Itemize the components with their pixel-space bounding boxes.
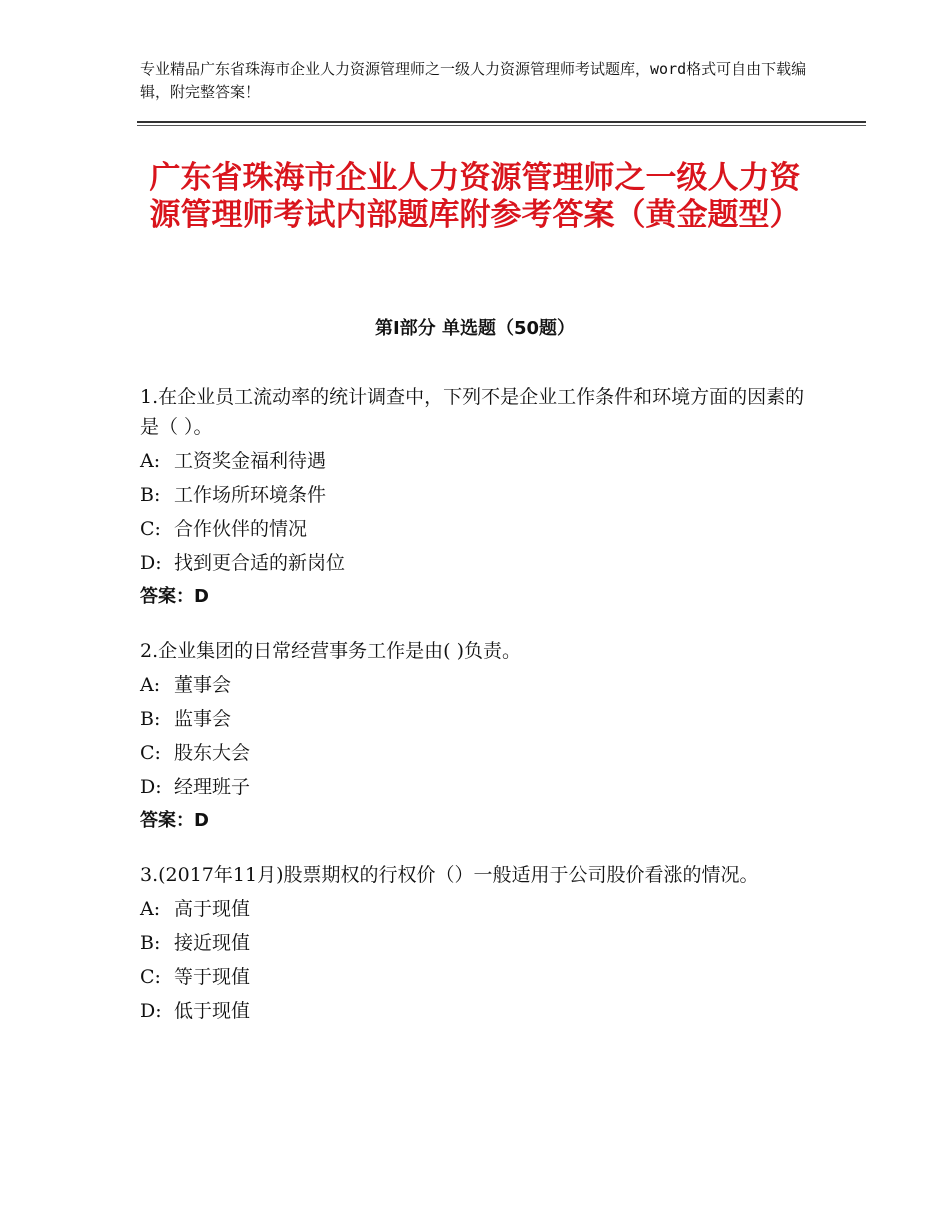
option-text: 股东大会 xyxy=(174,742,251,764)
question-3 xyxy=(140,860,810,1026)
option-letter: D: xyxy=(140,1000,162,1022)
option-letter: B: xyxy=(140,932,161,954)
option-letter: A: xyxy=(140,898,161,920)
option-letter: C: xyxy=(140,966,161,988)
option-letter: A: xyxy=(140,674,161,696)
question-stem: 2.企业集团的日常经营事务工作是由( )负责。 xyxy=(140,640,521,662)
option-a xyxy=(140,446,810,476)
option-text: 等于现值 xyxy=(174,966,251,988)
question-1 xyxy=(140,382,810,612)
option-letter: B: xyxy=(140,484,161,506)
option-b xyxy=(140,480,810,510)
answer-line: 答案：D xyxy=(140,586,209,607)
option-letter: A: xyxy=(140,450,161,472)
option-letter: D: xyxy=(140,552,162,574)
option-a xyxy=(140,670,810,700)
option-text: 董事会 xyxy=(174,674,232,696)
option-c xyxy=(140,514,810,544)
answer-line: 答案：D xyxy=(140,810,209,831)
question-stem: 3.(2017年11月)股票期权的行权价（）一般适用于公司股价看涨的情况。 xyxy=(140,864,759,886)
question-stem: 1.在企业员工流动率的统计调查中，下列不是企业工作条件和环境方面的因素的是（ ）。 xyxy=(140,386,805,438)
option-a xyxy=(140,894,810,924)
header-rule-thick xyxy=(137,121,866,123)
option-b xyxy=(140,928,810,958)
header-note: 专业精品广东省珠海市企业人力资源管理师之一级人力资源管理师考试题库，word格式可自由下载编辑，附完整答案！ xyxy=(140,60,807,101)
option-text: 经理班子 xyxy=(174,776,251,798)
option-text: 找到更合适的新岗位 xyxy=(174,552,346,574)
option-c xyxy=(140,962,810,992)
option-text: 接近现值 xyxy=(174,932,251,954)
header-rule-thin xyxy=(137,125,866,126)
document-title: 广东省珠海市企业人力资源管理师之一级人力资源管理师考试内部题库附参考答案（黄金题型） xyxy=(149,160,801,233)
option-text: 监事会 xyxy=(174,708,232,730)
option-letter: D: xyxy=(140,776,162,798)
option-text: 工作场所环境条件 xyxy=(174,484,327,506)
option-letter: B: xyxy=(140,708,161,730)
option-d xyxy=(140,996,810,1026)
option-text: 低于现值 xyxy=(174,1000,251,1022)
option-text: 高于现值 xyxy=(174,898,251,920)
option-letter: C: xyxy=(140,518,161,540)
section-heading: 第Ⅰ部分 单选题（50题） xyxy=(374,318,575,339)
option-c xyxy=(140,738,810,768)
option-b xyxy=(140,704,810,734)
question-list xyxy=(140,382,810,1050)
option-letter: C: xyxy=(140,742,161,764)
option-text: 合作伙伴的情况 xyxy=(174,518,308,540)
question-2 xyxy=(140,636,810,836)
option-d xyxy=(140,548,810,578)
option-text: 工资奖金福利待遇 xyxy=(174,450,327,472)
option-d xyxy=(140,772,810,802)
